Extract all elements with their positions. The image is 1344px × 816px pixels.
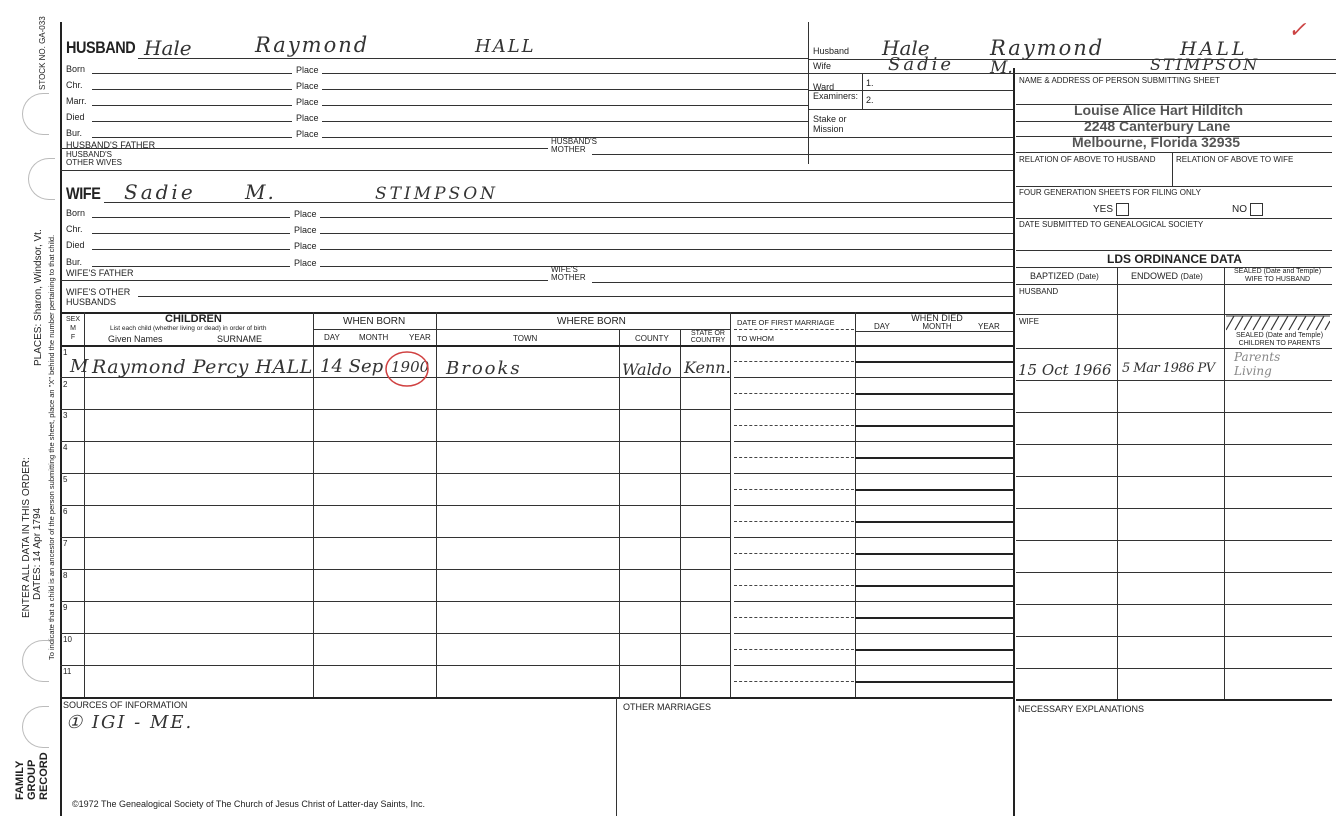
row-number: 10 [63,635,72,644]
form-title: FAMILY GROUP RECORD [14,752,50,800]
where-born-header: WHERE BORN [557,316,626,327]
four-gen-label: FOUR GENERATION SHEETS FOR FILING ONLY [1019,188,1201,197]
wife-given-name: Sadie [124,180,196,204]
mission-label: Mission [813,124,844,134]
town-header: TOWN [513,334,538,343]
punch-hole [28,158,55,200]
wife-father-label: WIFE'S FATHER [66,268,134,278]
tr-wife-label: Wife [813,61,831,71]
row-number: 4 [63,443,68,452]
died-day-header: DAY [874,322,890,331]
month-header: MONTH [359,333,389,342]
children-title: CHILDREN [165,313,222,325]
places-order: PLACES: Sharon, Windsor, Vt. [33,229,44,366]
row-number: 9 [63,603,68,612]
given-names-header: Given Names [108,334,163,344]
examiners-label: Examiners: [813,91,859,101]
tr-husband-surname: HALL [1180,38,1248,60]
other-marriages-label: OTHER MARRIAGES [623,702,712,712]
submitter-label: NAME & ADDRESS OF PERSON SUBMITTING SHEET [1019,76,1220,85]
lds-husband-label: HUSBAND [1019,287,1059,296]
enter-order: ENTER ALL DATA IN THIS ORDER: [21,457,32,618]
punch-hole [22,706,49,748]
row-number: 1 [63,348,68,357]
tr-wife-middle: M. [990,58,1013,78]
child1-state: Kenn. [684,358,731,377]
sources-label: SOURCES OF INFORMATION [63,700,188,710]
county-header: COUNTY [635,334,669,343]
place-label: Place [296,65,319,75]
wife-middle-name: M. [245,180,276,204]
place-label: Place [296,81,319,91]
lds-title: LDS ORDINANCE DATA [1107,252,1242,266]
husband-died-label: Died [66,112,85,122]
submitter-name: Louise Alice Hart Hilditch [1074,102,1244,118]
hatched-box [1226,315,1330,331]
submitter-street: 2248 Canterbury Lane [1084,118,1231,134]
place-label: Place [294,225,317,235]
place-label: Place [294,209,317,219]
submitter-city: Melbourne, Florida 32935 [1072,134,1241,150]
husband-marr-label: Marr. [66,96,87,106]
examiner-2: 2. [866,95,874,105]
wife-bur-label: Bur. [66,257,83,267]
stock-number: STOCK NO. GA-033 [38,16,47,90]
when-died-header: WHEN DIED MONTH [911,313,963,331]
sealed-wife-label: SEALED (Date and Temple) WIFE TO HUSBAND [1234,268,1322,283]
relation-husband-label: RELATION OF ABOVE TO HUSBAND [1019,155,1156,164]
sources-value: ① IGI - ME. [66,712,194,733]
husband-born-label: Born [66,64,86,74]
husband-surname: HALL [475,36,536,57]
wife-chr-label: Chr. [66,224,83,234]
check-mark-icon: ✓ [1288,18,1307,43]
tr-husband-label: Husband [813,46,850,56]
wife-other-husbands-label: WIFE'S OTHER HUSBANDS [66,287,131,307]
dates-order: DATES: 14 Apr 1794 [32,507,43,600]
explanations-label: NECESSARY EXPLANATIONS [1018,704,1145,714]
row-number: 11 [63,667,72,676]
child1-sealed: Parents Living [1234,350,1281,378]
wife-heading: WIFE [66,184,101,203]
husband-heading: HUSBAND [66,38,136,57]
tr-wife-given: Sadie [888,54,954,75]
lds-wife-label: WIFE [1019,317,1039,326]
stake-label: Stake or [813,114,847,124]
ward-label: Ward [813,82,835,92]
punch-hole [22,640,49,682]
child1-endowed: 5 Mar 1986 PV [1122,361,1215,376]
husband-middle-name: Raymond [255,33,370,57]
wife-surname: STIMPSON [375,184,499,204]
yes-checkbox[interactable]: YES [1093,203,1129,216]
place-label: Place [294,241,317,251]
tr-wife-surname: STIMPSON [1150,55,1260,74]
child1-date: 14 Sep [320,356,384,377]
husband-father-label: HUSBAND'S FATHER [66,140,156,150]
no-checkbox[interactable]: NO [1232,203,1263,216]
state-header: STATE OR COUNTRY [690,330,726,344]
red-circle-annotation [383,349,431,389]
wife-mother-label: WIFE'S MOTHER [551,265,586,282]
place-label: Place [296,113,319,123]
relation-wife-label: RELATION OF ABOVE TO WIFE [1176,155,1294,164]
child1-baptized: 15 Oct 1966 [1018,361,1112,379]
place-label: Place [296,129,319,139]
date-submitted-label: DATE SUBMITTED TO GENEALOGICAL SOCIETY [1019,220,1204,229]
husband-other-wives-label: HUSBAND'S OTHER WIVES [66,150,123,167]
row-number: 8 [63,571,68,580]
punch-hole [22,93,49,135]
row-number: 5 [63,475,68,484]
child1-name: Raymond Percy HALL [92,356,313,378]
year-header: YEAR [409,333,431,342]
sex-header: SEX M F [65,316,80,341]
child1-year: 1900 [391,358,430,376]
husband-mother-label: HUSBAND'S MOTHER [551,137,597,154]
day-header: DAY [324,333,340,342]
wife-died-label: Died [66,240,85,250]
row-number: 6 [63,507,68,516]
baptized-label: BAPTIZED (Date) [1030,271,1099,281]
husband-chr-label: Chr. [66,80,83,90]
place-label: Place [294,258,317,268]
husband-bur-label: Bur. [66,128,83,138]
when-born-header: WHEN BORN [343,316,406,327]
husband-given-name: Hale [144,36,192,60]
endowed-label: ENDOWED (Date) [1131,271,1203,281]
first-marriage-header: DATE OF FIRST MARRIAGE [737,318,835,327]
tr-husband-given: Hale [882,36,930,60]
place-label: Place [296,97,319,107]
child1-sex: M [70,356,89,377]
row-number: 7 [63,539,68,548]
row-number: 2 [63,380,68,389]
sealed-children-label: SEALED (Date and Temple) CHILDREN TO PARENTS [1236,332,1324,347]
children-instruction: List each child (whether living or dead) in order of birth [110,325,267,332]
tr-husband-middle: Raymond [990,36,1105,60]
indicate-instruction: To indicate that a child is an ancestor of the person submitting the sheet, place an "X" behind the number pertaining to that child. [47,234,56,660]
wife-born-label: Born [66,208,86,218]
row-number: 3 [63,411,68,420]
child1-county: Waldo [622,360,672,379]
to-whom-header: TO WHOM [737,334,774,343]
surname-header: SURNAME [217,334,263,344]
died-year-header: YEAR [978,322,1000,331]
child1-town: Brooks [446,358,522,379]
copyright: ©1972 The Genealogical Society of The Church of Jesus Christ of Latter-day Saints, Inc. [72,799,425,809]
examiner-1: 1. [866,78,874,88]
